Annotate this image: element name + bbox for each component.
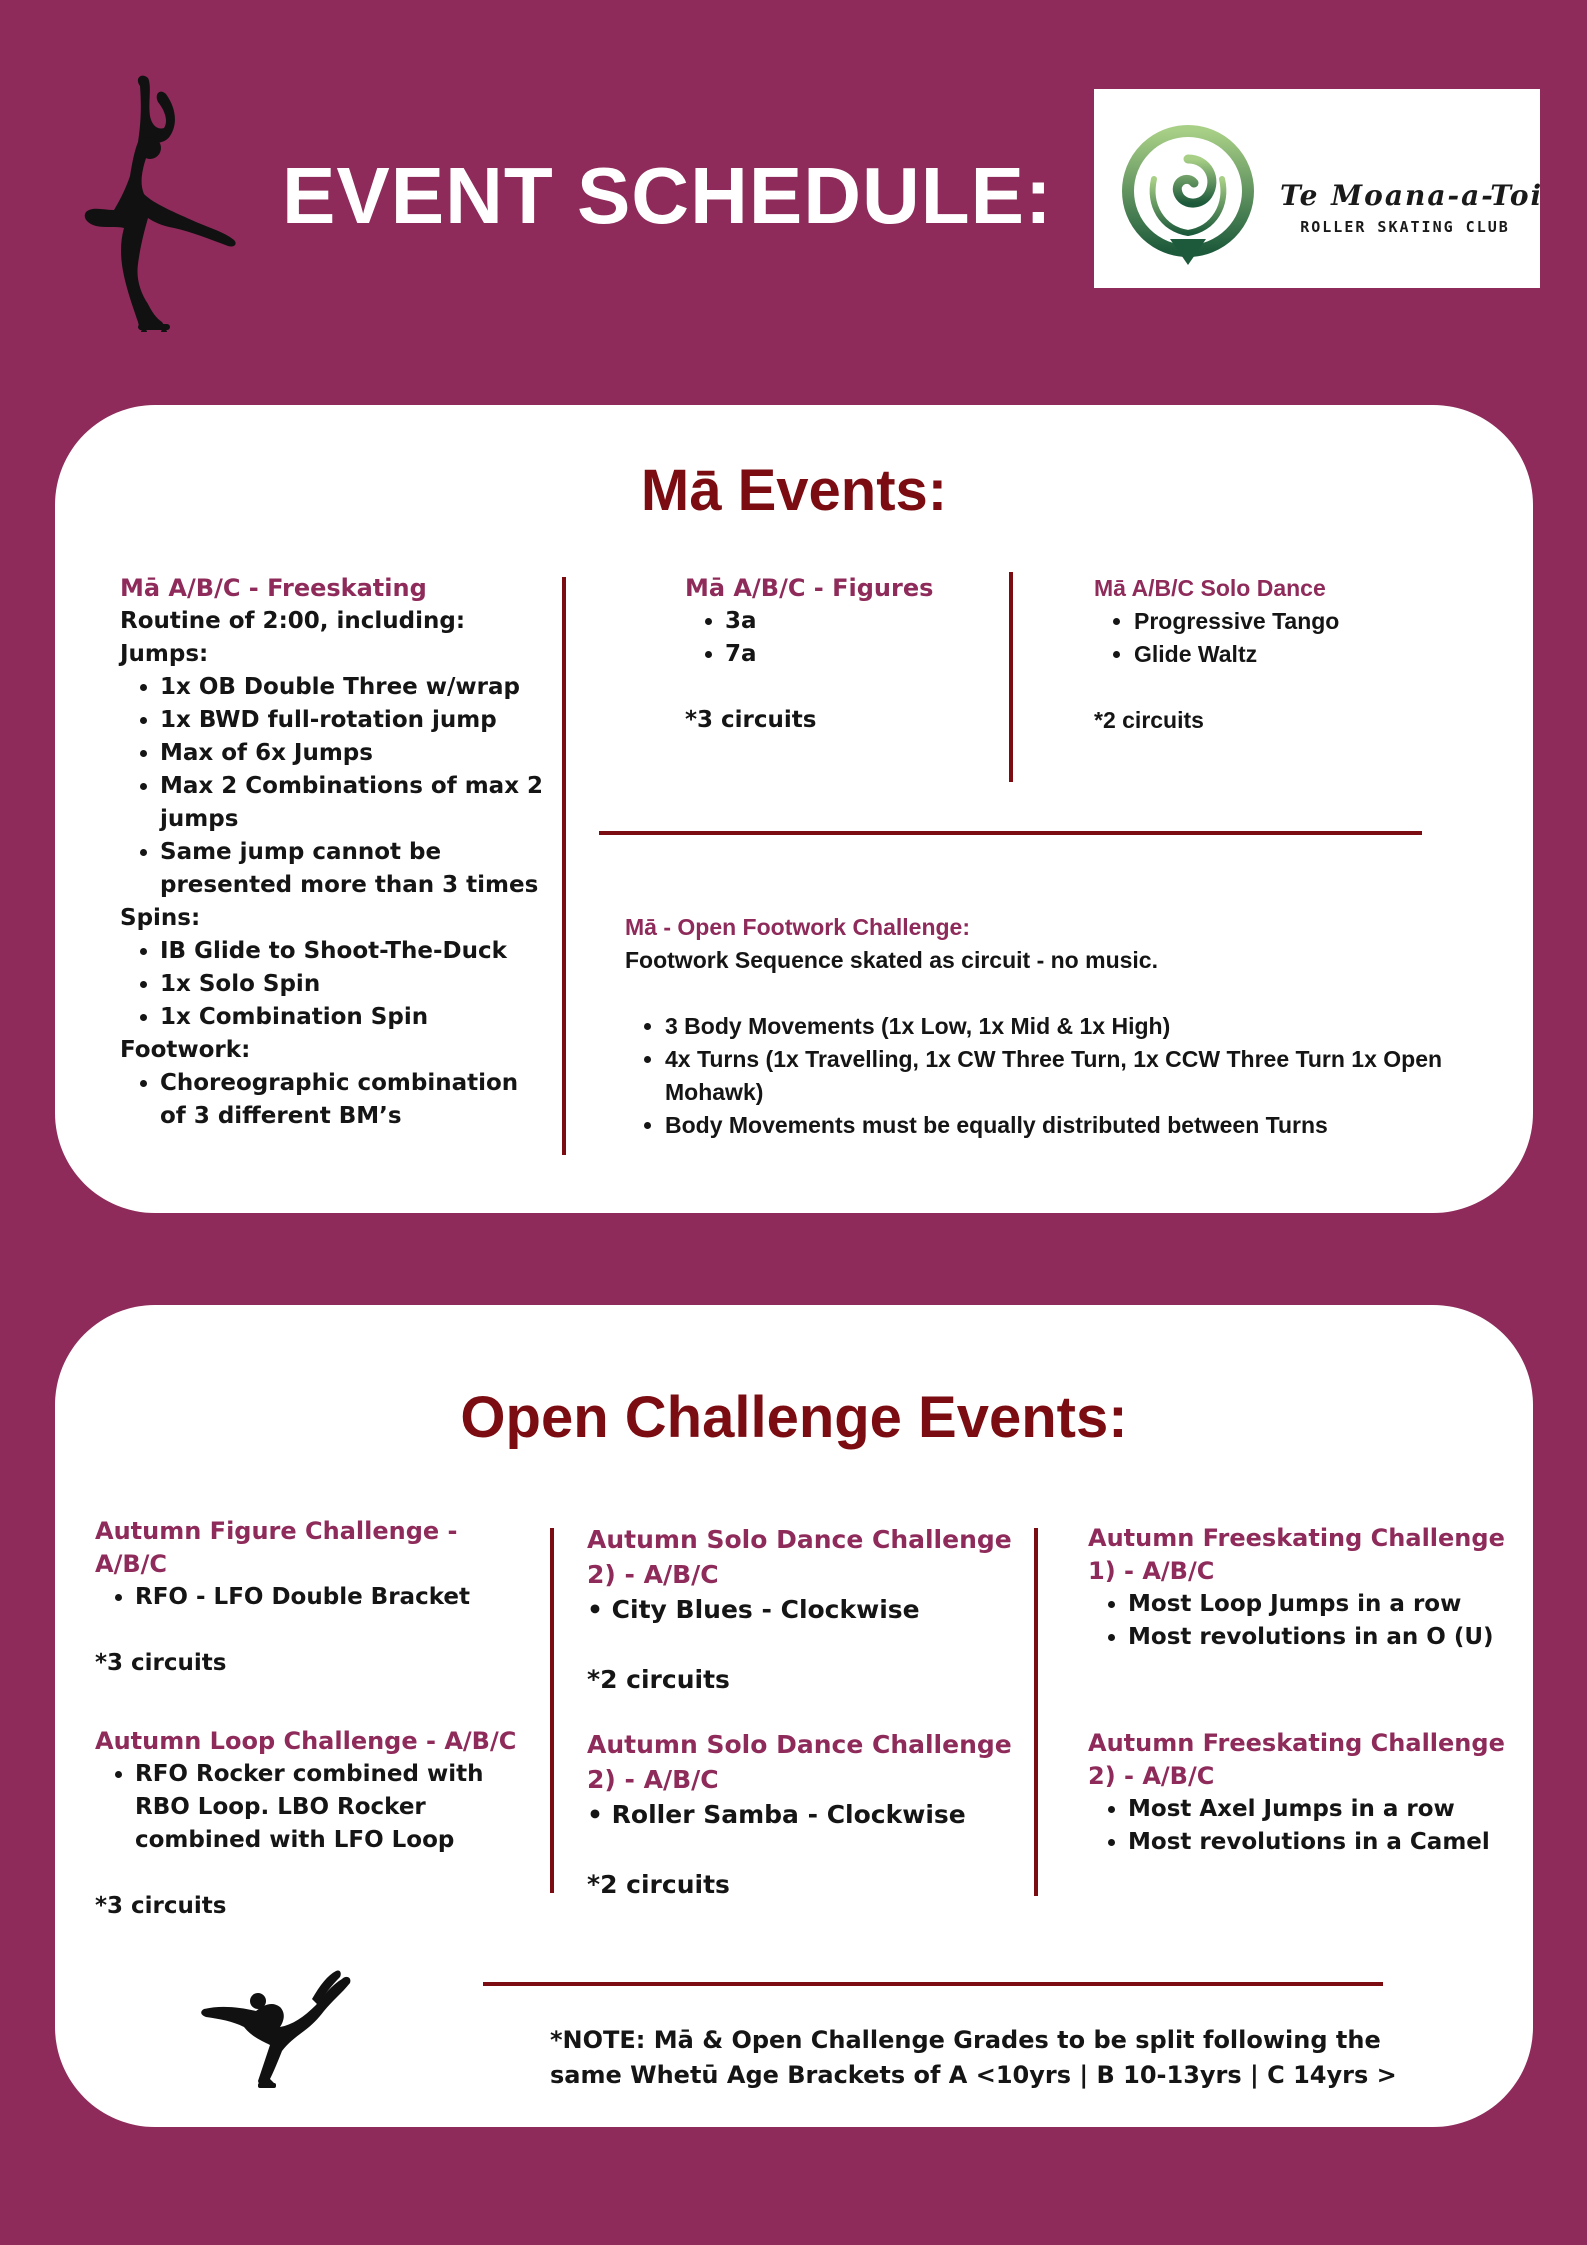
solo-dance-challenge-2-section	[587, 1727, 1027, 1902]
footwork-challenge-list	[625, 1010, 1485, 1142]
solo-dance-challenge-2-note: *2 circuits	[587, 1870, 730, 1899]
open-challenge-title: Open Challenge Events:	[460, 1385, 1128, 1450]
list-item: • Most revolutions in a Camel	[1128, 1826, 1508, 1859]
ma-freeskating-heading: Mā A/B/C - Freeskating	[120, 574, 427, 602]
freeskating-challenge-1-heading: Autumn Freeskating Challenge 1) - A/B/C	[1088, 1524, 1505, 1585]
list-item: • 1x Combination Spin	[160, 1001, 550, 1034]
column-divider	[562, 577, 566, 1155]
skater-arabesque-icon	[200, 1965, 360, 2090]
section-divider	[483, 1982, 1383, 1986]
club-logo	[1094, 89, 1544, 288]
footwork-list	[120, 1067, 550, 1133]
spins-list	[120, 935, 550, 1034]
freeskating-challenge-2-list	[1088, 1793, 1508, 1859]
list-item: • 3 Body Movements (1x Low, 1x Mid & 1x High)	[665, 1010, 1485, 1043]
list-item: • Most Loop Jumps in a row	[1128, 1588, 1508, 1621]
page-title: EVENT SCHEDULE:	[282, 151, 1053, 240]
list-item: • Most Axel Jumps in a row	[1128, 1793, 1508, 1826]
solo-dance-challenge-1-note: *2 circuits	[587, 1665, 730, 1694]
ma-solo-dance-heading: Mā A/B/C Solo Dance	[1094, 575, 1326, 601]
list-item: • 4x Turns (1x Travelling, 1x CW Three Turn, 1x CCW Three Turn 1x Open Mohawk)	[665, 1043, 1485, 1109]
solo-dance-challenge-2-heading: Autumn Solo Dance Challenge 2) - A/B/C	[587, 1730, 1012, 1794]
list-item: • 1x OB Double Three w/wrap	[160, 671, 550, 704]
age-bracket-note: *NOTE: Mā & Open Challenge Grades to be split following the same Whetū Age Brackets of A <10yrs | B 10-13yrs | C 14yrs >	[550, 2026, 1397, 2089]
koru-emblem-icon	[1108, 119, 1268, 269]
list-item: • RFO Rocker combined with RBO Loop. LBO Rocker combined with LFO Loop	[135, 1758, 535, 1857]
figure-challenge-section	[95, 1515, 535, 1680]
ma-figures-heading: Mā A/B/C - Figures	[685, 574, 934, 602]
ma-freeskating-intro: Routine of 2:00, including:	[120, 608, 466, 634]
list-item: • Choreographic combination of 3 different BM’s	[160, 1067, 550, 1133]
loop-challenge-heading: Autumn Loop Challenge - A/B/C	[95, 1727, 517, 1755]
list-item: • 3a	[725, 605, 1015, 638]
list-item: • 7a	[725, 638, 1015, 671]
freeskating-challenge-1-section	[1088, 1522, 1508, 1654]
solo-dance-circuits-note: *2 circuits	[1094, 707, 1204, 733]
column-divider	[1034, 1528, 1038, 1896]
solo-dance-challenge-1-section	[587, 1522, 1027, 1697]
freeskating-challenge-2-section	[1088, 1727, 1508, 1859]
list-item: • Max of 6x Jumps	[160, 737, 550, 770]
list-item: • 1x BWD full-rotation jump	[160, 704, 550, 737]
club-subtitle: ROLLER SKATING CLUB	[1300, 218, 1510, 236]
section-divider	[599, 831, 1422, 835]
freeskating-challenge-1-list	[1088, 1588, 1508, 1654]
list-item: • Progressive Tango	[1134, 605, 1474, 638]
list-item: • Same jump cannot be presented more than 3 times	[160, 836, 550, 902]
figures-list	[685, 605, 1015, 671]
list-item: • Body Movements must be equally distributed between Turns	[665, 1109, 1485, 1142]
list-item: • Glide Waltz	[1134, 638, 1474, 671]
figure-challenge-heading: Autumn Figure Challenge - A/B/C	[95, 1517, 458, 1578]
list-item: • Max 2 Combinations of max 2 jumps	[160, 770, 550, 836]
solo-dance-challenge-1-heading: Autumn Solo Dance Challenge 2) - A/B/C	[587, 1525, 1012, 1589]
list-item: • Most revolutions in an O (U)	[1128, 1621, 1508, 1654]
column-divider	[1009, 572, 1013, 782]
jumps-list	[120, 671, 550, 902]
list-item: • RFO - LFO Double Bracket	[135, 1581, 535, 1614]
freeskating-challenge-2-heading: Autumn Freeskating Challenge 2) - A/B/C	[1088, 1729, 1505, 1790]
figure-challenge-list	[95, 1581, 535, 1614]
ma-figures-section	[685, 572, 1015, 737]
loop-challenge-note: *3 circuits	[95, 1893, 227, 1919]
ma-solo-dance-section	[1094, 572, 1474, 737]
figures-circuits-note: *3 circuits	[685, 707, 817, 733]
column-divider	[550, 1528, 554, 1893]
jumps-label: Jumps:	[120, 641, 209, 667]
ma-footwork-intro: Footwork Sequence skated as circuit - no music.	[625, 947, 1158, 973]
ma-freeskating-section	[120, 572, 550, 1133]
footwork-label: Footwork:	[120, 1037, 251, 1063]
club-name: Te Moana-a-Toi	[1280, 179, 1544, 212]
skater-silhouette-icon	[78, 72, 248, 332]
solo-dance-challenge-2-item: • Roller Samba - Clockwise	[587, 1800, 966, 1829]
solo-dance-list	[1094, 605, 1474, 671]
solo-dance-challenge-1-item: • City Blues - Clockwise	[587, 1595, 920, 1624]
list-item: • IB Glide to Shoot-The-Duck	[160, 935, 550, 968]
loop-challenge-list	[95, 1758, 535, 1857]
ma-events-card	[55, 405, 1533, 1213]
loop-challenge-section	[95, 1725, 535, 1923]
ma-events-title: Mā Events:	[640, 458, 948, 523]
spins-label: Spins:	[120, 905, 201, 931]
list-item: • 1x Solo Spin	[160, 968, 550, 1001]
ma-footwork-challenge-section	[625, 911, 1485, 1142]
ma-footwork-heading: Mā - Open Footwork Challenge:	[625, 914, 971, 940]
figure-challenge-note: *3 circuits	[95, 1650, 227, 1676]
